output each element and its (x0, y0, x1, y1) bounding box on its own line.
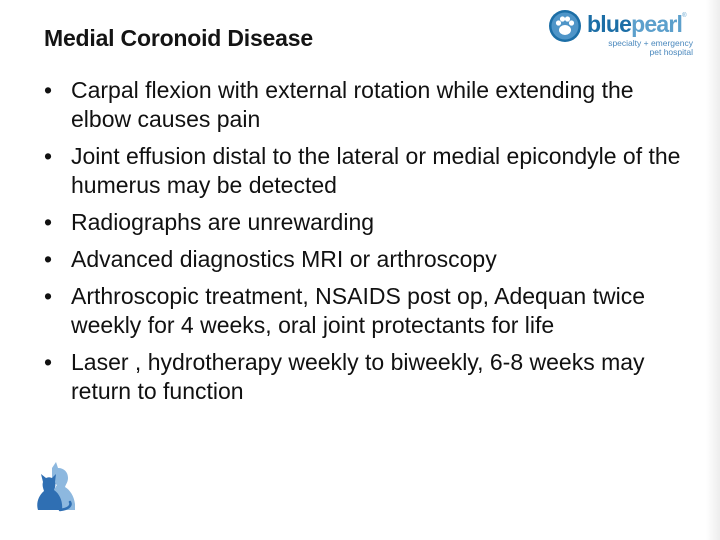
bullet-item (44, 348, 684, 406)
bluepearl-paw-icon (547, 8, 583, 44)
bullet-text: Arthroscopic treatment, NSAIDS post op, Adequan twice weekly for 4 weeks, oral joint protectants for life (71, 283, 646, 338)
logo-registered-mark: ® (682, 13, 686, 19)
bullet-text: Laser , hydrotherapy weekly to biweekly, 6-8 weeks may return to function (71, 349, 645, 404)
bullet-text: Radiographs are unrewarding (71, 209, 375, 235)
bullet-item (44, 282, 684, 340)
bullet-text: Joint effusion distal to the lateral or medial epicondyle of the humerus may be detected (71, 143, 681, 198)
slide-title: Medial Coronoid Disease (44, 25, 313, 51)
logo-tagline-line1: specialty + emergency (608, 38, 693, 48)
bullet-dot: • (44, 349, 53, 375)
slide-edge-shadow (706, 0, 720, 540)
logo-word-pearl: pearl (631, 11, 683, 37)
cat-and-dog-silhouette-icon (30, 460, 88, 512)
logo-wordmark (587, 13, 686, 36)
bullet-dot: • (44, 209, 53, 235)
bullet-dot: • (44, 283, 53, 309)
bullet-item (44, 208, 684, 237)
bluepearl-logo (547, 8, 697, 64)
bullet-dot: • (44, 246, 53, 272)
bullet-item (44, 76, 684, 134)
bullet-dot: • (44, 143, 53, 169)
logo-word-blue: blue (587, 11, 632, 37)
bullet-item (44, 142, 684, 200)
logo-tagline-line2: pet hospital (649, 47, 693, 57)
bullet-text: Advanced diagnostics MRI or arthroscopy (71, 246, 497, 272)
bullet-item (44, 245, 684, 274)
bullet-list (44, 76, 684, 414)
bullet-text: Carpal flexion with external rotation while extending the elbow causes pain (71, 77, 634, 132)
bullet-dot: • (44, 77, 53, 103)
